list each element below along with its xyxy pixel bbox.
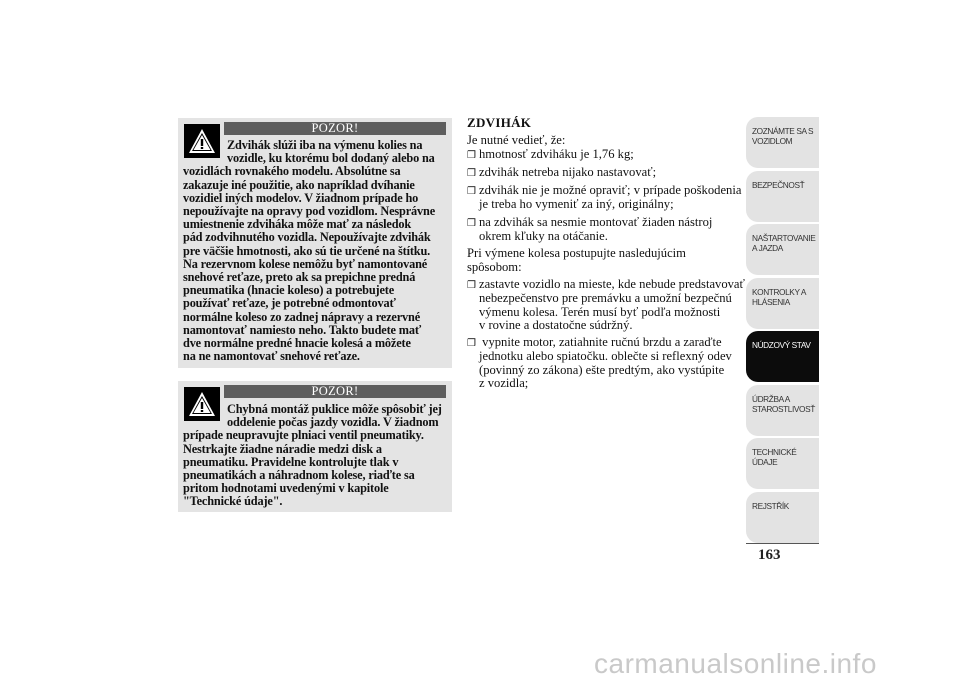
- bullet-list-steps: [467, 276, 745, 394]
- checkbox-bullet-icon: ❒: [467, 217, 476, 229]
- warning-line: "Technické údaje".: [183, 494, 283, 509]
- sidebar-tab-label: REJSTŘÍK: [752, 500, 789, 511]
- list-item: okrem kľuky na otáčanie.: [479, 229, 608, 244]
- page-number: 163: [758, 547, 781, 563]
- warning-line: umiestnenie zdviháka môže mať za následok: [183, 217, 412, 232]
- checkbox-bullet-icon: ❒: [467, 167, 476, 179]
- warning-header: POZOR!: [224, 385, 446, 398]
- checkbox-bullet-icon: ❒: [467, 279, 476, 291]
- warning-line: Chybná montáž puklice môže spôsobiť jej: [227, 402, 442, 416]
- warning-line: pritom hodnotami uvedenými v kapitole: [183, 481, 389, 496]
- list-item: nebezpečenstvo pre premávku a umožní bezpečnú: [479, 291, 732, 306]
- sidebar-tab-8[interactable]: [746, 492, 819, 543]
- warning-text: [183, 139, 449, 363]
- sidebar-tab-label: KONTROLKY A: [752, 286, 807, 297]
- sidebar-tab-6[interactable]: [746, 385, 819, 436]
- sidebar-tab-7[interactable]: [746, 438, 819, 489]
- intro-text: Je nutné vedieť, že:: [467, 133, 566, 148]
- list-item: ❒ vypnite motor, zatiahnite ručnú brzdu a zaraďte: [467, 335, 722, 350]
- sidebar-tab-label: STAROSTLIVOSŤ: [752, 403, 815, 414]
- sidebar-tab-4[interactable]: [746, 278, 819, 329]
- sidebar-tab-label: TECHNICKÉ: [752, 447, 797, 457]
- list-item: jednotku alebo spiatočku. oblečte si reflexný odev: [479, 349, 732, 364]
- warning-line: pneumatika (hnacie koleso) a potrebujete: [183, 283, 395, 298]
- warning-line: Na rezervnom kolese nemôžu byť namontované: [183, 256, 428, 271]
- warning-line: zakazuje iné použitie, ako napríklad dvíhanie: [183, 177, 415, 192]
- jack-section: [467, 115, 745, 394]
- warning-box-hubcap: [178, 381, 452, 512]
- sidebar-tab-label: HLÁSENIA: [752, 296, 790, 307]
- sidebar-tab-label: ÚDAJE: [752, 457, 778, 467]
- warning-line: vozidiel iných modelov. V žiadnom prípade ho: [183, 190, 419, 205]
- list-item: z vozidla;: [479, 376, 529, 391]
- sidebar-tab-label: BEZPEČNOSŤ: [752, 179, 805, 190]
- warning-line: nepoužívajte na opravy pod vozidlom. Nesprávne: [183, 204, 436, 219]
- list-item: ❒ zastavte vozidlo na mieste, kde nebude predstavovať: [467, 276, 745, 291]
- warning-line: vozidlách rovnakého modelu. Absolútne sa: [183, 164, 401, 179]
- list-item: v rovine a dostatočne súdržný.: [479, 317, 633, 332]
- list-item: ❒ zdvihák netreba nijako nastavovať;: [467, 164, 657, 179]
- list-item: (povinný zo zákona) ešte predtým, ako vystúpite: [479, 362, 725, 377]
- sidebar-tab-1[interactable]: [746, 117, 819, 168]
- warning-line: na ne namontovať snehové reťaze.: [183, 349, 360, 364]
- sidebar-tab-label: VOZIDLOM: [752, 136, 793, 146]
- section-title: ZDVIHÁK: [467, 115, 532, 130]
- warning-line: snehové reťaze, preto ak sa prepichne predná: [183, 270, 416, 285]
- warning-text: [183, 403, 449, 509]
- warning-line: prípade neupravujte plniaci ventil pneumatiky.: [183, 428, 424, 443]
- warning-line: pneumatikách a náhradnom kolese, riaďte sa: [183, 468, 415, 483]
- warning-line: pneumatiku. Pravidelne kontrolujte tlak v: [183, 454, 399, 469]
- checkbox-bullet-icon: ❒: [467, 186, 476, 198]
- list-item: ❒ hmotnosť zdviháku je 1,76 kg;: [467, 146, 634, 161]
- sidebar-tab-label: NÚDZOVÝ STAV: [752, 340, 811, 350]
- sidebar-tab-5[interactable]: [746, 331, 819, 382]
- sidebar-tab-label: NAŠTARTOVANIE: [752, 233, 816, 243]
- sidebar-tab-label: ÚDRŽBA A: [752, 393, 790, 404]
- warning-line: pád zodvihnutého vozidla. Nepoužívajte zdvihák: [183, 230, 431, 245]
- warning-line: normálne koleso zo zadnej nápravy a rezervné: [183, 309, 421, 324]
- sidebar-tab-2[interactable]: [746, 171, 819, 222]
- sidebar-tab-label: A JAZDA: [752, 243, 783, 253]
- list-item: ❒ na zdvihák sa nesmie montovať žiaden nástroj: [467, 214, 713, 229]
- sidebar-tab-label: ZOZNÁMTE SA S: [752, 126, 814, 136]
- warning-header: POZOR!: [224, 122, 446, 135]
- checkbox-bullet-icon: ❒: [467, 149, 476, 161]
- bullet-list-facts: [467, 146, 742, 248]
- warning-line: Nestrkajte žiadne náradie medzi disk a: [183, 441, 382, 456]
- intro-text-procedure: [467, 247, 737, 278]
- warning-line: používať reťaze, je potrebné odmontovať: [183, 296, 396, 311]
- list-item: výmenu kolesa. Terén musí byť podľa možnosti: [479, 304, 721, 319]
- warning-line: oddelenie počas jazdy vozidla. V žiadnom: [227, 415, 439, 430]
- intro-line: spôsobom:: [467, 259, 522, 274]
- checkbox-bullet-icon: ❒: [467, 338, 476, 350]
- warning-box-jack: [178, 118, 452, 368]
- warning-line: dve normálne predné hnacie kolesá a môžete: [183, 336, 411, 351]
- list-item: ❒ zdvihák nie je možné opraviť; v prípade poškodenia: [467, 183, 742, 198]
- warning-line: pre väčšie hmotnosti, ako sú tie určené na štítku.: [183, 243, 431, 258]
- warning-line: Zdvihák slúži iba na výmenu kolies na: [227, 138, 423, 152]
- watermark: carmanualsonline.info: [594, 648, 877, 679]
- sidebar-tab-3[interactable]: [746, 224, 819, 275]
- list-item: je treba ho vymeniť za iný, originálny;: [479, 197, 674, 212]
- intro-line: Pri výmene kolesa postupujte nasledujúcim: [467, 246, 686, 261]
- warning-line: namontovať namiesto neho. Takto budete mať: [183, 322, 422, 337]
- warning-line: vozidle, ku ktorému bol dodaný alebo na: [227, 151, 435, 166]
- sidebar-divider: [746, 543, 819, 544]
